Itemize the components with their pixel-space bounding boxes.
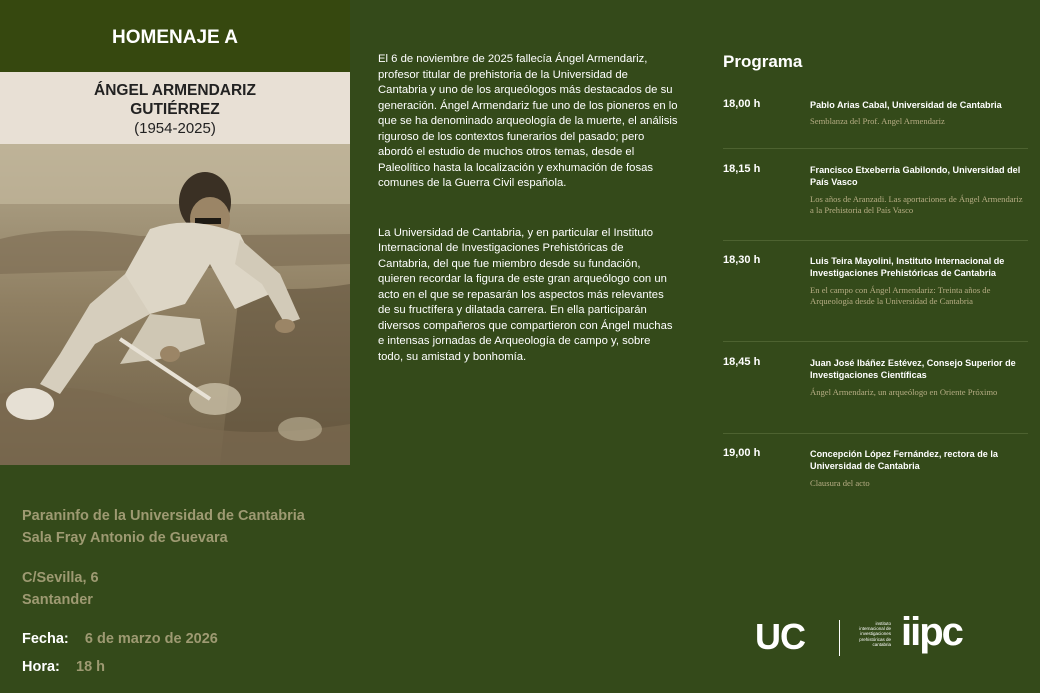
programa-item-talk: Clausura del acto — [810, 477, 870, 488]
iipc-caption-line: prehistóricas de — [859, 636, 891, 642]
programa-item-speaker — [810, 448, 1028, 489]
address-street: C/Sevilla, 6 — [22, 570, 99, 586]
iipc-caption-line: investigaciones — [860, 631, 891, 637]
honoree-name-line1: ÁNGEL ARMENDARIZ — [94, 82, 256, 99]
programa-item-speaker-text: Pablo Arias Cabal, Universidad de Cantabria — [810, 100, 1002, 110]
logo-divider — [839, 620, 840, 656]
iipc-caption-line: cantabria — [872, 641, 891, 647]
address-city: Santander — [22, 592, 93, 608]
description-text — [378, 52, 678, 365]
programa-title: Programa — [723, 52, 803, 71]
time-row — [22, 657, 105, 677]
programa-item-time: 18,00 h — [723, 98, 761, 110]
date-label: Fecha: — [22, 631, 69, 647]
description-paragraph-1: El 6 de noviembre de 2025 fallecía Ángel Armendariz, profesor titular de prehistoria de la Universidad de Cantabria y uno de los arqueólogos más destacados de su generación. Ángel Armendariz fue uno de los pioneros en lo que se ha denominado arqueología de la muerte, el análisis riguroso de los contextos funerarios del pasado; pero abordó el estudio de muchos otros temas, desde el Paleolítico hasta la localización y exhumación de fosas comunes de la Guerra Civil española. — [378, 53, 678, 189]
description-paragraph-2: La Universidad de Cantabria, y en particular el Instituto Internacional de Investigaciones Prehistóricas de Cantabria, del que fue miembro desde su fundación, quieren recordar la figura de este gran arqueólogo con un acto en el que se repasarán los aspectos más relevantes de su fructífera y dilatada carrera. En ella participarán diversos compañeros que compartieron con Ángel muchas e intensas jornadas de Arqueología de campo y, sobre todo, su amistad y bonhomía. — [378, 226, 673, 363]
date-row — [22, 629, 218, 649]
programa-item-time: 18,30 h — [723, 254, 761, 266]
venue-line2: Sala Fray Antonio de Guevara — [22, 530, 228, 546]
programa-item-speaker — [810, 164, 1028, 217]
programa-divider — [723, 341, 1028, 342]
uc-logo: UC — [755, 616, 805, 657]
programa-item-time: 18,15 h — [723, 163, 761, 175]
programa-item-talk: Los años de Aranzadi. Las aportaciones de Ángel Armendariz a la Prehistoria del País Vasco — [810, 193, 1023, 216]
time-value: 18 h — [76, 659, 106, 675]
left-column — [0, 0, 350, 693]
iipc-caption-line: internacional de — [859, 626, 891, 632]
time-label: Hora: — [22, 659, 60, 675]
honoree-name-line2: GUTIÉRREZ — [130, 101, 220, 118]
programa-item-speaker-text: Juan José Ibáñez Estévez, Consejo Superior de Investigaciones Científicas — [810, 358, 1016, 381]
iipc-caption-line: instituto — [875, 621, 891, 626]
venue-block — [22, 505, 305, 549]
photo-illustration — [0, 144, 350, 465]
iipc-logo: iipc — [901, 610, 962, 654]
honoree-name-box — [0, 72, 350, 144]
logos — [755, 612, 985, 662]
programa-item-speaker-text: Francisco Etxeberria Gabilondo, Universidad del País Vasco — [810, 165, 1021, 188]
header-title: HOMENAJE A — [0, 0, 350, 72]
programa-item-speaker — [810, 99, 1028, 128]
programa-item-talk: Semblanza del Prof. Angel Armendariz — [810, 116, 945, 127]
programa-item-speaker-text: Concepción López Fernández, rectora de la Universidad de Cantabria — [810, 449, 998, 472]
honoree-years: (1954-2025) — [134, 120, 216, 137]
date-value: 6 de marzo de 2026 — [84, 631, 218, 647]
programa-item-time: 19,00 h — [723, 447, 761, 459]
programa-item-time: 18,45 h — [723, 356, 761, 368]
venue-line1: Paraninfo de la Universidad de Cantabria — [22, 508, 305, 524]
programa-item-speaker — [810, 255, 1028, 308]
programa-divider — [723, 433, 1028, 434]
programa-item-talk: Ángel Armendariz, un arqueólogo en Oriente Próximo — [810, 386, 998, 397]
address-block — [22, 567, 99, 611]
programa-item-speaker — [810, 357, 1028, 398]
programa-item-talk: En el campo con Ángel Armendariz: Treinta años de Arqueología desde la Universidad de Cantabria — [810, 284, 991, 307]
programa-divider — [723, 240, 1028, 241]
programa-item-speaker-text: Luis Teira Mayolini, Instituto Internacional de Investigaciones Prehistóricas de Cantabria — [810, 256, 1005, 279]
iipc-logo-caption — [845, 621, 891, 647]
archaeologist-photo — [0, 144, 350, 465]
programa-divider — [723, 148, 1028, 149]
